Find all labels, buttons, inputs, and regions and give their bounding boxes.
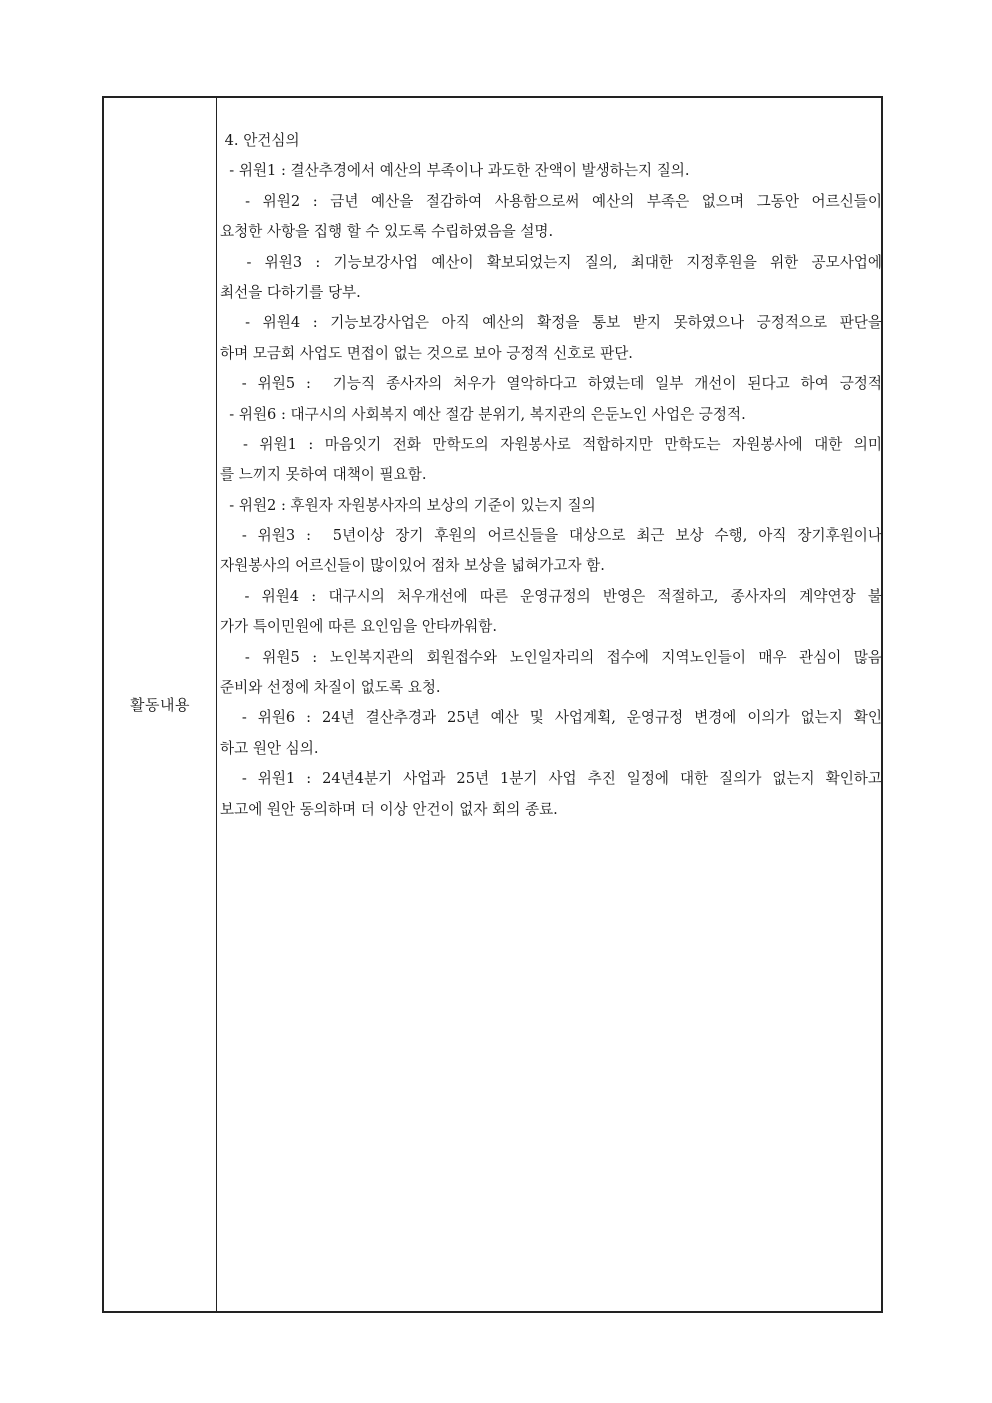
content-line: 자원봉사의 어르신들이 많이있어 점차 보상을 넓혀가고자 함.	[220, 557, 605, 575]
content-line: - 위원2 : 후원자 자원봉사자의 보상의 기준이 있는지 질의	[220, 496, 596, 514]
content-line: 준비와 선정에 차질이 없도록 요청.	[220, 679, 441, 697]
content-line: - 위원1 : 결산추경에서 예산의 부족이나 과도한 잔액이 발생하는지 질의.	[220, 162, 690, 180]
content-lines	[220, 126, 882, 825]
content-line: - 위원3 : 기능보강사업 예산이 확보되었는지 질의, 최대한 지정후원을 위한 공모사업에	[220, 253, 882, 271]
activity-table	[102, 96, 883, 1313]
content-line: 하며 모금회 사업도 면접이 없는 것으로 보아 긍정적 신호로 판단.	[220, 344, 633, 362]
content-line: 하고 원안 심의.	[220, 739, 319, 757]
content-line: - 위원5 : 노인복지관의 회원접수와 노인일자리의 접수에 지역노인들이 매우 관심이 많음	[220, 648, 882, 666]
content-line: - 위원5 : 기능직 종사자의 처우가 열악하다고 하였는데 일부 개선이 된다고 하여 긍정적	[220, 375, 882, 393]
content-line: - 위원2 : 금년 예산을 절감하여 사용함으로써 예산의 부족은 없으며 그동안 어르신들이	[220, 192, 882, 210]
activity-label: 활동내용	[130, 696, 190, 714]
content-line: - 위원1 : 24년4분기 사업과 25년 1분기 사업 추진 일정에 대한 질의가 없는지 확인하고	[220, 770, 882, 788]
content-cell	[217, 98, 881, 1311]
content-line: 보고에 원안 동의하며 더 이상 안건이 없자 회의 종료.	[220, 800, 558, 818]
content-line: 를 느끼지 못하여 대책이 필요함.	[220, 466, 427, 484]
content-line: - 위원4 : 대구시의 처우개선에 따른 운영규정의 반영은 적절하고, 종사자의 계약연장 불	[220, 587, 882, 605]
content-line: - 위원6 : 대구시의 사회복지 예산 절감 분위기, 복지관의 은둔노인 사업은 긍정적.	[220, 405, 746, 423]
label-cell	[104, 98, 217, 1311]
content-line: - 위원6 : 24년 결산추경과 25년 예산 및 사업계획, 운영규정 변경에 이의가 없는지 확인	[220, 709, 882, 727]
content-line: 요청한 사항을 집행 할 수 있도록 수립하였음을 설명.	[220, 223, 554, 241]
content-line: - 위원1 : 마음잇기 전화 만학도의 자원봉사로 적합하지만 만학도는 자원봉사에 대한 의미	[220, 435, 882, 453]
content-line: 가가 특이민원에 따른 요인임을 안타까워함.	[220, 618, 497, 636]
content-line: - 위원4 : 기능보강사업은 아직 예산의 확정을 통보 받지 못하였으나 긍정적으로 판단을	[220, 314, 882, 332]
content-line: - 위원3 : 5년이상 장기 후원의 어르신들을 대상으로 최근 보상 수행, 아직 장기후원이나	[220, 527, 882, 545]
content-line: 최선을 다하기를 당부.	[220, 283, 361, 301]
content-line: 4. 안건심의	[220, 132, 300, 149]
